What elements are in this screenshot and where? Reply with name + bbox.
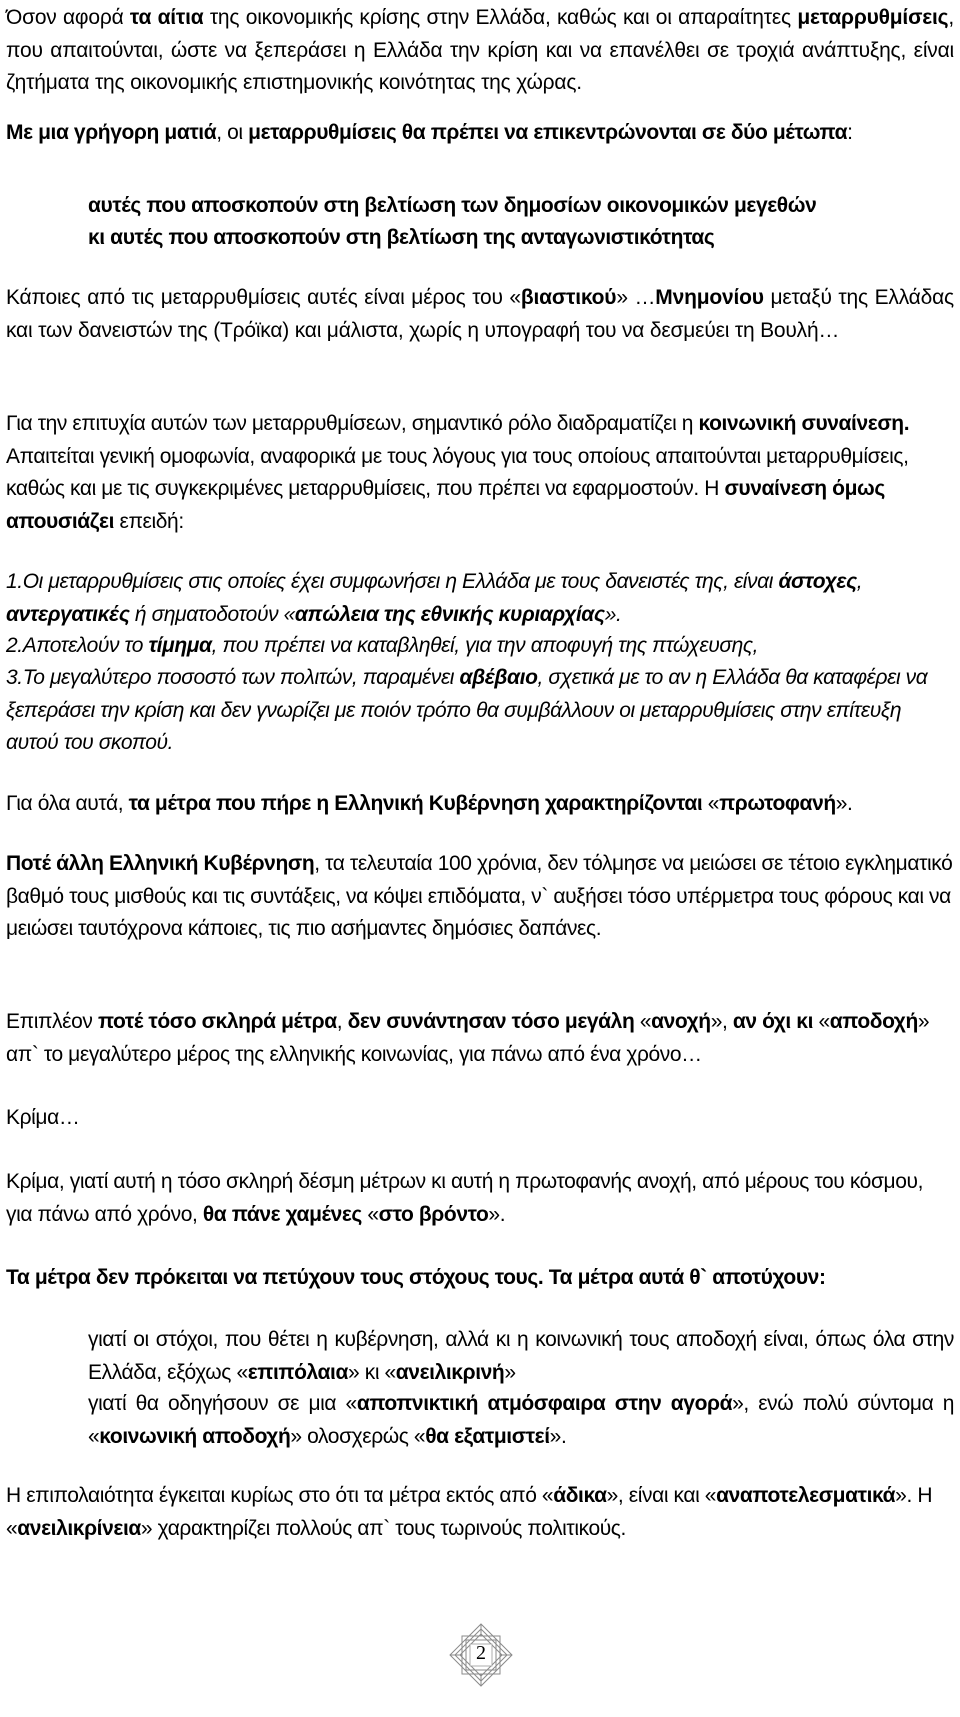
emphasis: συναίνεση όμως απουσιάζει bbox=[6, 477, 885, 533]
text: , bbox=[336, 1010, 348, 1033]
emphasis: τα μέτρα που πήρε η Ελληνική Κυβέρνηση χαρακτηρίζονται bbox=[128, 792, 703, 815]
pity-explanation-paragraph bbox=[6, 1166, 954, 1231]
fail-reason-item-1 bbox=[88, 1324, 954, 1389]
text: Επιπλέον bbox=[6, 1010, 98, 1033]
emphasis: τα αίτια bbox=[129, 6, 204, 29]
text: » απ` το μεγαλύτερο μέρος της ελληνικής κοινωνίας, για πάνω από ένα χρόνο… bbox=[6, 1010, 930, 1066]
text: Για την επιτυχία αυτών των μεταρρυθμίσεων, σημαντικό ρόλο διαδραματίζει η bbox=[6, 412, 699, 435]
text: 3.Το μεγαλύτερο ποσοστό των πολιτών, παραμένει bbox=[6, 666, 460, 689]
consensus-paragraph bbox=[6, 408, 954, 538]
tolerance-paragraph bbox=[6, 1006, 954, 1071]
text: Κρίμα, γιατί αυτή η τόσο σκληρή δέσμη μέτρων κι αυτή η πρωτοφανής ανοχή, από μέρους του κόσμου, για πάνω από χρόνο, bbox=[6, 1170, 924, 1226]
emphasis: αναποτελεσματικά bbox=[716, 1484, 896, 1507]
text: » bbox=[504, 1360, 516, 1384]
text: Κάποιες από τις μεταρρυθμίσεις αυτές είναι μέρος του « bbox=[6, 286, 521, 309]
never-before-paragraph bbox=[6, 848, 954, 946]
text: ». Η « bbox=[6, 1484, 933, 1540]
emphasis: ανειλικρινή bbox=[395, 1360, 505, 1384]
unprecedented-paragraph bbox=[6, 788, 954, 821]
emphasis: μεταρρυθμίσεις bbox=[797, 6, 949, 29]
text: , bbox=[856, 570, 863, 593]
text: 1.Οι μεταρρυθμίσεις στις οποίες έχει συμφωνήσει η Ελλάδα με τους δανειστές της, είναι bbox=[6, 570, 779, 593]
text: », ενώ πολύ σύντομα η « bbox=[88, 1392, 954, 1448]
text: », bbox=[710, 1010, 733, 1033]
page-footer bbox=[448, 1622, 514, 1688]
emphasis: αντεργατικές bbox=[6, 602, 130, 626]
emphasis: τίμημα bbox=[148, 634, 212, 657]
text: « bbox=[813, 1010, 830, 1033]
will-fail-paragraph: Τα μέτρα δεν πρόκειται να πετύχουν τους στόχους τους. Τα μέτρα αυτά θ` αποτύχουν: bbox=[6, 1266, 826, 1289]
emphasis: επιπόλαια bbox=[247, 1360, 348, 1384]
emphasis: μεταρρυθμίσεις θα πρέπει να επικεντρώνονται σε δύο μέτωπα bbox=[248, 121, 848, 144]
text: Απαιτείται γενική ομοφωνία, αναφορικά με τους λόγους για τους οποίους απαιτούνται μεταρρυθμίσεις, καθώς και με τις συγκεκριμένες μεταρρυθμίσεις, που πρέπει να εφαρμοστούν. Η bbox=[6, 444, 909, 500]
emphasis: αβέβαιο bbox=[459, 666, 538, 689]
emphasis: άδικα bbox=[553, 1484, 607, 1507]
emphasis: αποπνικτική ατμόσφαιρα στην αγορά bbox=[356, 1392, 733, 1415]
text: ». bbox=[488, 1202, 506, 1226]
emphasis: θα πάνε χαμένες bbox=[202, 1202, 362, 1226]
text: , οι bbox=[216, 121, 249, 144]
text: » χαρακτηρίζει πολλούς απ` τους τωρινούς πολιτικούς. bbox=[140, 1516, 626, 1540]
emphasis: δεν συνάντησαν τόσο μεγάλη bbox=[347, 1010, 635, 1033]
fronts-list-item-1: αυτές που αποσκοπούν στη βελτίωση των δημοσίων οικονομικών μεγεθών bbox=[88, 194, 817, 217]
text: , που πρέπει να καταβληθεί, για την αποφυγή της πτώχευσης, bbox=[211, 634, 759, 657]
text: , τα τελευταία 100 χρόνια, δεν τόλμησε να μειώσει σε τέτοιο εγκληματικό βαθμό τους μισθούς και τις συντάξεις, να κόψει επιδόματα, ν` αυξήσει τόσο υπέρμετρα τους φόρους και να μειώσει ταυτόχρονα κάποιες, τις πιο ασήμαντες δημόσιες δαπάνες. bbox=[6, 852, 953, 940]
text: ή σηματοδοτούν « bbox=[129, 602, 295, 626]
text: μεταξύ της Ελλάδας και των δανειστών της (Τρόϊκα) και μάλιστα, χωρίς η υπογραφή του να δεσμεύει τη Βουλή… bbox=[6, 286, 954, 342]
emphasis: κοινωνική αποδοχή bbox=[99, 1424, 291, 1448]
reason-item-3 bbox=[6, 662, 954, 760]
text: « bbox=[702, 792, 720, 815]
emphasis: αποδοχή bbox=[829, 1010, 918, 1033]
superficiality-paragraph bbox=[6, 1480, 954, 1545]
emphasis: απώλεια της εθνικής κυριαρχίας bbox=[294, 602, 605, 626]
two-fronts-paragraph bbox=[6, 117, 954, 150]
fail-reason-item-2 bbox=[88, 1388, 954, 1453]
memorandum-paragraph bbox=[6, 282, 954, 347]
text: « bbox=[361, 1202, 379, 1226]
emphasis: βιαστικού bbox=[520, 286, 617, 309]
text: ». bbox=[549, 1424, 567, 1448]
text: της οικονομικής κρίσης στην Ελλάδα, καθώς και οι απαραίτητες bbox=[203, 6, 791, 29]
emphasis: στο βρόντο bbox=[378, 1202, 489, 1226]
text: », είναι και « bbox=[606, 1484, 717, 1507]
text: ». bbox=[604, 602, 622, 626]
text: » κι « bbox=[348, 1360, 396, 1384]
text: 2.Αποτελούν το bbox=[6, 634, 149, 657]
text: : bbox=[847, 121, 853, 144]
emphasis: Μνημονίου bbox=[655, 286, 764, 309]
text: , σχετικά με το αν η Ελλάδα θα καταφέρει να ξεπεράσει την κρίση και δεν γνωρίζει με ποιόν τρόπο θα συμβάλλουν οι μεταρρυθμίσεις στην επίτευξη αυτού του σκοπού. bbox=[6, 666, 928, 754]
text: επειδή: bbox=[114, 509, 184, 533]
text: ». bbox=[835, 792, 853, 815]
text: Η επιπολαιότητα έγκειται κυρίως στο ότι τα μέτρα εκτός από « bbox=[6, 1484, 554, 1507]
text: Όσον αφορά bbox=[6, 6, 130, 29]
text: γιατί θα οδηγήσουν σε μια « bbox=[88, 1392, 357, 1415]
text: » … bbox=[616, 286, 656, 309]
intro-paragraph bbox=[6, 2, 954, 100]
emphasis: κοινωνική συναίνεση. bbox=[698, 412, 910, 435]
fronts-list-item-2: κι αυτές που αποσκοπούν στη βελτίωση της ανταγωνιστικότητας bbox=[88, 226, 715, 249]
reason-item-2 bbox=[6, 630, 954, 663]
text: « bbox=[634, 1010, 652, 1033]
emphasis: Με μια γρήγορη ματιά bbox=[6, 121, 217, 144]
emphasis: αν όχι κι bbox=[732, 1010, 814, 1033]
emphasis: πρωτοφανή bbox=[719, 792, 836, 815]
text: , που απαιτούνται, ώστε να ξεπεράσει η Ελλάδα την κρίση και να επανέλθει σε τροχιά ανάπτυξης, είναι ζητήματα της οικονομικής επιστημονικής κοινότητας της χώρας. bbox=[6, 6, 954, 94]
emphasis: ποτέ τόσο σκληρά μέτρα bbox=[97, 1010, 337, 1033]
emphasis: Ποτέ άλλη Ελληνική Κυβέρνηση bbox=[6, 852, 315, 875]
emphasis: ανειλικρίνεια bbox=[17, 1516, 141, 1540]
reason-item-1 bbox=[6, 566, 954, 631]
emphasis: ανοχή bbox=[651, 1010, 711, 1033]
text: γιατί οι στόχοι, που θέτει η κυβέρνηση, αλλά κι η κοινωνική τους αποδοχή είναι, όπως όλα στην Ελλάδα, εξόχως « bbox=[88, 1328, 954, 1384]
pity-paragraph: Κρίμα… bbox=[6, 1106, 80, 1129]
text: » ολοσχερώς « bbox=[290, 1424, 426, 1448]
text: Για όλα αυτά, bbox=[6, 792, 129, 815]
page-number: 2 bbox=[476, 1642, 486, 1664]
emphasis: άστοχες bbox=[778, 570, 857, 593]
emphasis: θα εξατμιστεί bbox=[425, 1424, 550, 1448]
